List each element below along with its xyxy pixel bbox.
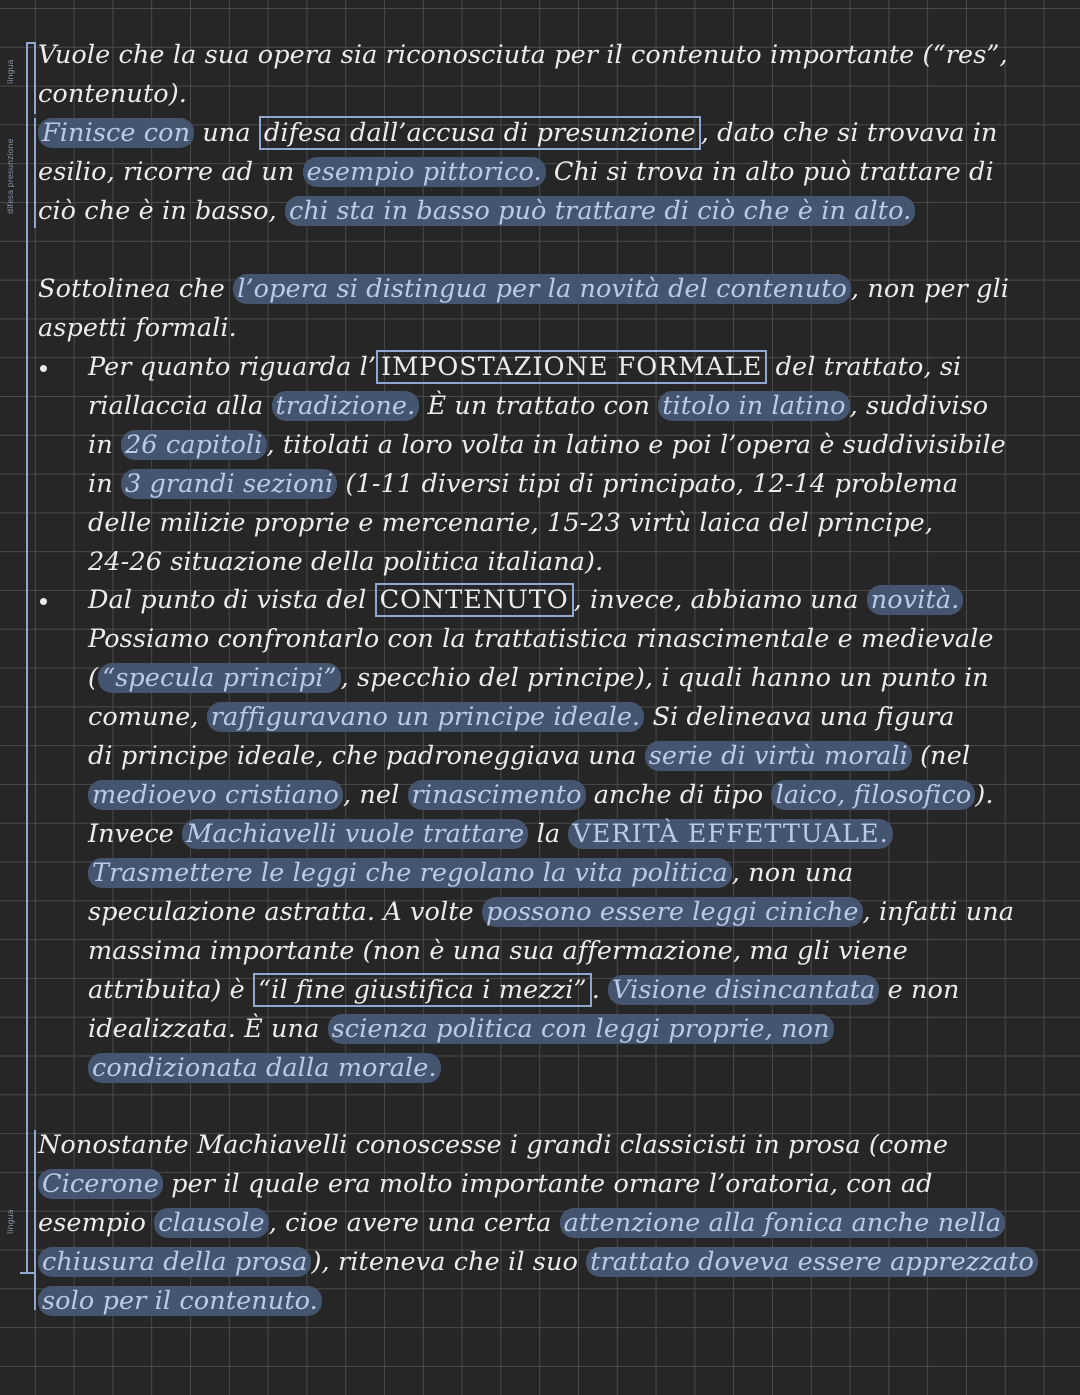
b1-line-2: riallaccia alla tradizione. È un trattato con titolo in latino , suddiviso [88, 391, 989, 421]
highlight: tradizione. [272, 391, 420, 421]
b1-line-3: in 26 capitoli , titolati a loro volta in latino e poi l’opera è suddivisibile [88, 430, 1006, 460]
highlight: raffiguravano un principe ideale. [207, 702, 644, 732]
highlight: Cicerone [38, 1169, 163, 1199]
margin-note-lingua-bottom: lingua [6, 1209, 15, 1234]
b2-line-2: Possiamo confrontarlo con la trattatistica rinascimentale e medievale [88, 624, 994, 654]
b2-line-1: Dal punto di vista del CONTENUTO , invece, abbiamo una novità. [88, 581, 963, 620]
boxed-term: difesa dall’accusa di presunzione [259, 116, 701, 150]
highlight: laico, filosofico [771, 780, 975, 810]
paragraph-bar-1 [34, 42, 36, 114]
b2-line-10: massima importante (non è una sua affermazione, ma gli viene [88, 936, 908, 966]
b2-line-9: speculazione astratta. A volte possono essere leggi ciniche , infatti una [88, 897, 1015, 927]
highlight: condizionata dalla morale. [88, 1053, 441, 1083]
b2-line-12: idealizzata. È una scienza politica con leggi proprie, non [88, 1010, 834, 1049]
highlight: Trasmettere le leggi che regolano la vita politica [88, 858, 732, 888]
b2-line-3: ( “specula principi” , specchio del principe), i quali hanno un punto in [88, 663, 989, 693]
highlight: chi sta in basso può trattare di ciò che è in alto. [285, 196, 915, 226]
b2-line-7: Invece Machiavelli vuole trattare la VERITÀ EFFETTUALE. [88, 815, 893, 854]
highlight: novità. [867, 585, 964, 615]
p4-line-3: esempio clausole , cioe avere una certa attenzione alla fonica anche nella [38, 1204, 1005, 1243]
b2-line-11: attribuita) è “il fine giustifica i mezzi” . Visione disincantata e non [88, 975, 960, 1005]
p2-line-3: ciò che è in basso, chi sta in basso può trattare di ciò che è in alto. [38, 192, 915, 231]
highlight: serie di virtù morali [645, 741, 912, 771]
highlight: VERITÀ EFFETTUALE. [568, 819, 892, 849]
highlight: Machiavelli vuole trattare [182, 819, 528, 849]
highlight: rinascimento [408, 780, 586, 810]
p4-line-2: Cicerone per il quale era molto importante ornare l’oratoria, con ad [38, 1165, 933, 1204]
paragraph-bar-3 [34, 1130, 36, 1310]
highlight: trattato doveva essere apprezzato [586, 1247, 1038, 1277]
highlight: 3 grandi sezioni [121, 469, 337, 499]
highlight: Finisce con [38, 118, 194, 148]
b2-line-8: Trasmettere le leggi che regolano la vita politica , non una [88, 854, 853, 893]
b1-line-6: 24-26 situazione della politica italiana). [88, 547, 604, 577]
b2-line-6: medioevo cristiano , nel rinascimento anche di tipo laico, filosofico ). [88, 776, 994, 815]
p2-line-1: Finisce con una difesa dall’accusa di presunzione , dato che si trovava in [38, 114, 998, 153]
p1-line-2: contenuto). [38, 79, 187, 109]
highlight: possono essere leggi ciniche [482, 897, 863, 927]
b2-line-4: comune, raffiguravano un principe ideale. Si delineava una figura [88, 702, 955, 732]
margin-bracket-line [26, 42, 28, 1272]
margin-note-difesa: difesa presunzione [6, 138, 15, 214]
margin-bracket-bottom [20, 1272, 34, 1274]
boxed-term: IMPOSTAZIONE FORMALE [376, 350, 767, 384]
p4-line-1: Nonostante Machiavelli conoscesse i grandi classicisti in prosa (come [38, 1130, 949, 1160]
highlight: titolo in latino [658, 391, 849, 421]
p2-line-2: esilio, ricorre ad un esempio pittorico. Chi si trova in alto può trattare di [38, 157, 994, 187]
p1-line-1: Vuole che la sua opera sia riconosciuta per il contenuto importante (“res”, [38, 40, 1008, 70]
b1-line-5: delle milizie proprie e mercenarie, 15-23 virtù laica del principe, [88, 508, 934, 538]
bullet-dot-1 [40, 365, 47, 372]
p4-line-4: chiusura della prosa ), riteneva che il suo trattato doveva essere apprezzato [38, 1243, 1038, 1282]
boxed-term: CONTENUTO [375, 583, 574, 617]
highlight: l’opera si distingua per la novità del contenuto [233, 274, 851, 304]
p3-line-1: Sottolinea che l’opera si distingua per la novità del contenuto , non per gli [38, 274, 1010, 304]
highlight: clausole [154, 1208, 269, 1238]
paragraph-bar-2 [34, 118, 36, 228]
boxed-term: “il fine giustifica i mezzi” [253, 973, 592, 1007]
highlight: scienza politica con leggi proprie, non [328, 1014, 834, 1044]
highlight: esempio pittorico. [303, 157, 546, 187]
highlight: “specula principi” [98, 663, 341, 693]
highlight: solo per il contenuto. [38, 1286, 322, 1316]
b2-line-5: di principe ideale, che padroneggiava una serie di virtù morali (nel [88, 741, 971, 771]
b1-line-1: Per quanto riguarda l’ IMPOSTAZIONE FORMALE del trattato, si [88, 352, 962, 382]
p4-line-5 [38, 1282, 322, 1321]
highlight: Visione disincantata [608, 975, 879, 1005]
b2-line-13 [88, 1049, 441, 1088]
p3-line-2: aspetti formali. [38, 313, 237, 343]
highlight: attenzione alla fonica anche nella [560, 1208, 1006, 1238]
highlight: 26 capitoli [121, 430, 267, 460]
highlight: medioevo cristiano [88, 780, 343, 810]
margin-note-lingua-top: lingua [6, 59, 15, 84]
bullet-dot-2 [40, 598, 47, 605]
highlight: chiusura della prosa [38, 1247, 311, 1277]
b1-line-4: in 3 grandi sezioni (1-11 diversi tipi di principato, 12-14 problema [88, 469, 959, 499]
